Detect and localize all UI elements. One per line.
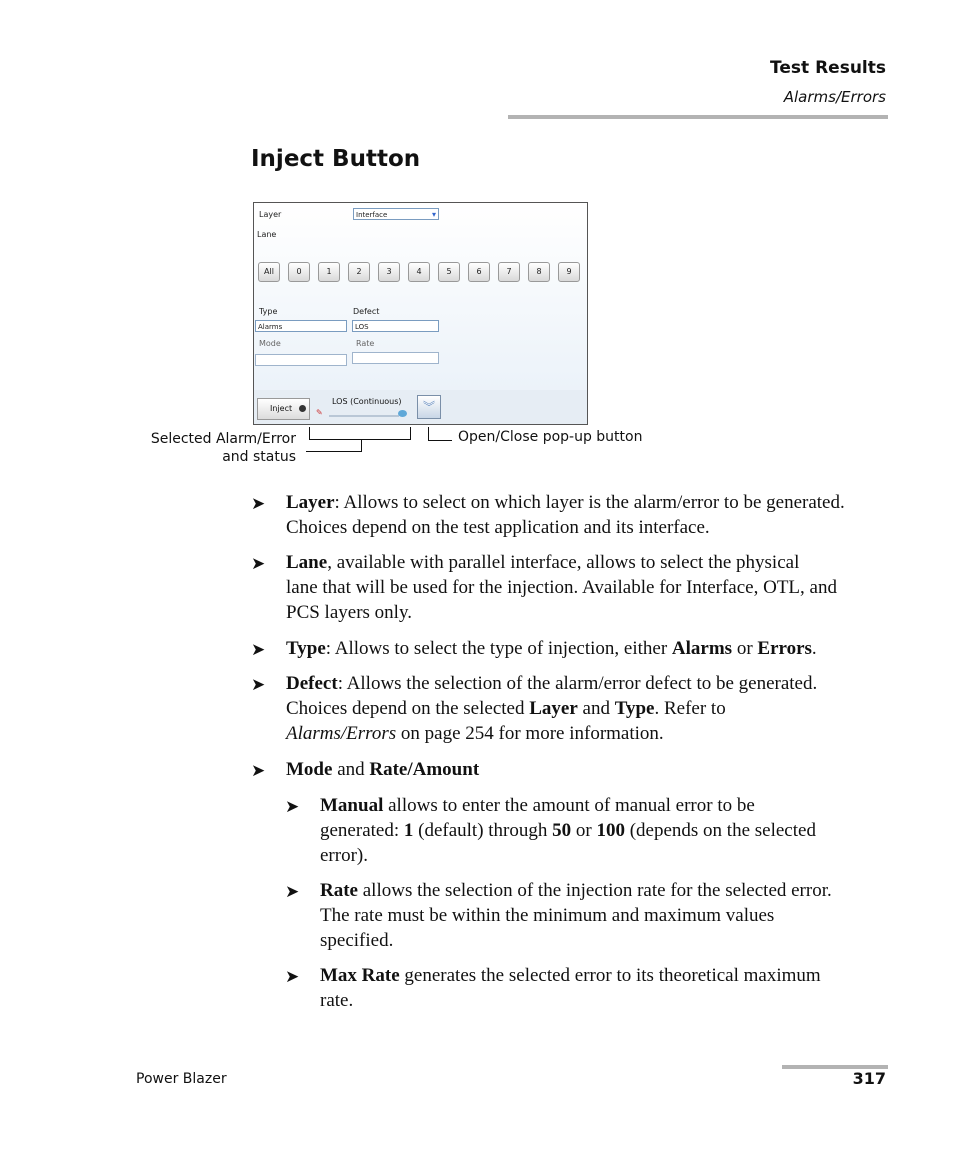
arrow-bullet-icon: ➤ [285,967,300,986]
layer-label: Layer [259,210,282,219]
option-alarms: Alarms [671,638,733,659]
term-max-rate: Max Rate [320,965,400,986]
desc-rate-1: allows the selection of the injection rate for the selected error. [357,880,832,901]
subbullet-max-rate [285,963,900,1013]
callout-popup-stem [428,427,429,441]
desc-type: : Allows to select the type of injection, either [325,638,672,659]
term-rate: Rate [320,880,358,901]
lane-button-all[interactable]: All [258,262,280,282]
period: . [811,638,817,659]
inject-button-label: Inject [270,404,293,413]
lane-button-0[interactable]: 0 [288,262,310,282]
lane-button-7[interactable]: 7 [498,262,520,282]
desc-lane-2: lane that will be used for the injection. Available for Interface, OTL, and [286,577,837,598]
subbullet-manual [285,793,900,868]
bullet-defect [251,671,896,746]
connector-or: or [732,638,758,659]
bullet-lane [251,550,896,625]
lane-button-8[interactable]: 8 [528,262,550,282]
desc-manual-2b: (default) through [413,820,553,841]
desc-manual-1: allows to enter the amount of manual error to be [383,795,755,816]
desc-defect-2a: Choices depend on the selected [286,698,530,719]
desc-max-rate-1: generates the selected error to its theoretical maximum [399,965,821,986]
option-errors: Errors [757,638,812,659]
lane-button-1[interactable]: 1 [318,262,340,282]
inject-button[interactable] [257,398,310,420]
defect-field[interactable]: LOS [352,320,439,332]
type-field[interactable]: Alarms [255,320,347,332]
callout-selected-alarm-line1: Selected Alarm/Error [150,431,296,447]
connector-or: or [571,820,597,841]
page-number: 317 [852,1069,886,1088]
alarm-indicator-icon: ✎ [316,408,323,417]
arrow-bullet-icon: ➤ [251,554,266,573]
desc-lane-3: PCS layers only. [286,602,412,623]
header-rule [508,115,888,119]
value-50: 50 [552,820,572,841]
open-close-popup-button[interactable] [417,395,441,419]
callout-leader [306,451,362,452]
term-type-ref: Type [614,698,655,719]
desc-manual-3: error). [320,845,368,866]
term-type: Type [286,638,326,659]
callout-bracket-left [309,427,310,439]
double-chevron-down-icon: ︾ [422,400,435,414]
term-rate-amount: Rate/Amount [369,759,480,780]
value-100: 100 [596,820,625,841]
layer-dropdown[interactable] [353,208,439,220]
desc-defect-1: : Allows the selection of the alarm/error defect to be generated. [337,673,818,694]
bullet-type [251,636,896,661]
inject-led-icon [299,405,306,412]
arrow-bullet-icon: ➤ [285,797,300,816]
desc-max-rate-2: rate. [320,990,354,1011]
desc-manual-2a: generated: [320,820,404,841]
term-manual: Manual [320,795,384,816]
term-defect: Defect [286,673,338,694]
arrow-bullet-icon: ➤ [251,640,266,659]
status-progress-track [329,415,399,417]
desc-rate-3: specified. [320,930,394,951]
arrow-bullet-icon: ➤ [251,761,266,780]
alarm-status-text: LOS (Continuous) [332,397,402,406]
desc-manual-2c: (depends on the selected [624,820,816,841]
term-lane: Lane [286,552,328,573]
cross-reference-link[interactable]: Alarms/Errors [286,723,397,744]
bullet-mode [251,757,896,782]
bullet-layer [251,490,886,540]
term-mode: Mode [286,759,333,780]
status-indicator-icon [398,410,407,417]
lane-button-2[interactable]: 2 [348,262,370,282]
arrow-bullet-icon: ➤ [251,494,266,513]
mode-label: Mode [259,339,281,348]
section-heading: Inject Button [251,146,421,172]
desc-layer: : Allows to select on which layer is the alarm/error to be generated. Choices depend on the test application and its interface. [286,492,845,538]
subbullet-rate [285,878,900,953]
callout-popup-button: Open/Close pop-up button [458,429,643,445]
layer-dropdown-value: Interface [356,211,388,219]
lane-button-9[interactable]: 9 [558,262,580,282]
running-header-subtitle: Alarms/Errors [783,88,886,106]
desc-defect-2b: . Refer to [654,698,726,719]
term-layer-ref: Layer [529,698,578,719]
lane-button-5[interactable]: 5 [438,262,460,282]
callout-selected-alarm-line2: and status [222,449,296,465]
connector-and: and [332,759,370,780]
rate-label: Rate [356,339,375,348]
inject-panel-screenshot [253,202,588,425]
callout-selected-alarm [120,430,296,466]
mode-field[interactable] [255,354,347,366]
callout-popup-leader [428,440,452,441]
rate-field[interactable] [352,352,439,364]
term-layer: Layer [286,492,335,513]
lane-label: Lane [257,230,277,239]
defect-label: Defect [353,307,380,316]
callout-bracket-right [410,427,411,439]
lane-button-6[interactable]: 6 [468,262,490,282]
desc-rate-2: The rate must be within the minimum and maximum values [320,905,775,926]
arrow-bullet-icon: ➤ [285,882,300,901]
running-header-title: Test Results [770,58,886,78]
type-label: Type [259,307,278,316]
lane-button-4[interactable]: 4 [408,262,430,282]
arrow-bullet-icon: ➤ [251,675,266,694]
desc-lane-1: , available with parallel interface, allows to select the physical [327,552,800,573]
footer-product-name: Power Blazer [136,1071,227,1087]
chevron-down-icon: ▾ [431,210,436,219]
desc-defect-3: on page 254 for more information. [396,723,664,744]
value-1: 1 [403,820,414,841]
lane-button-3[interactable]: 3 [378,262,400,282]
connector-and: and [577,698,615,719]
callout-bracket-bottom [309,439,411,440]
